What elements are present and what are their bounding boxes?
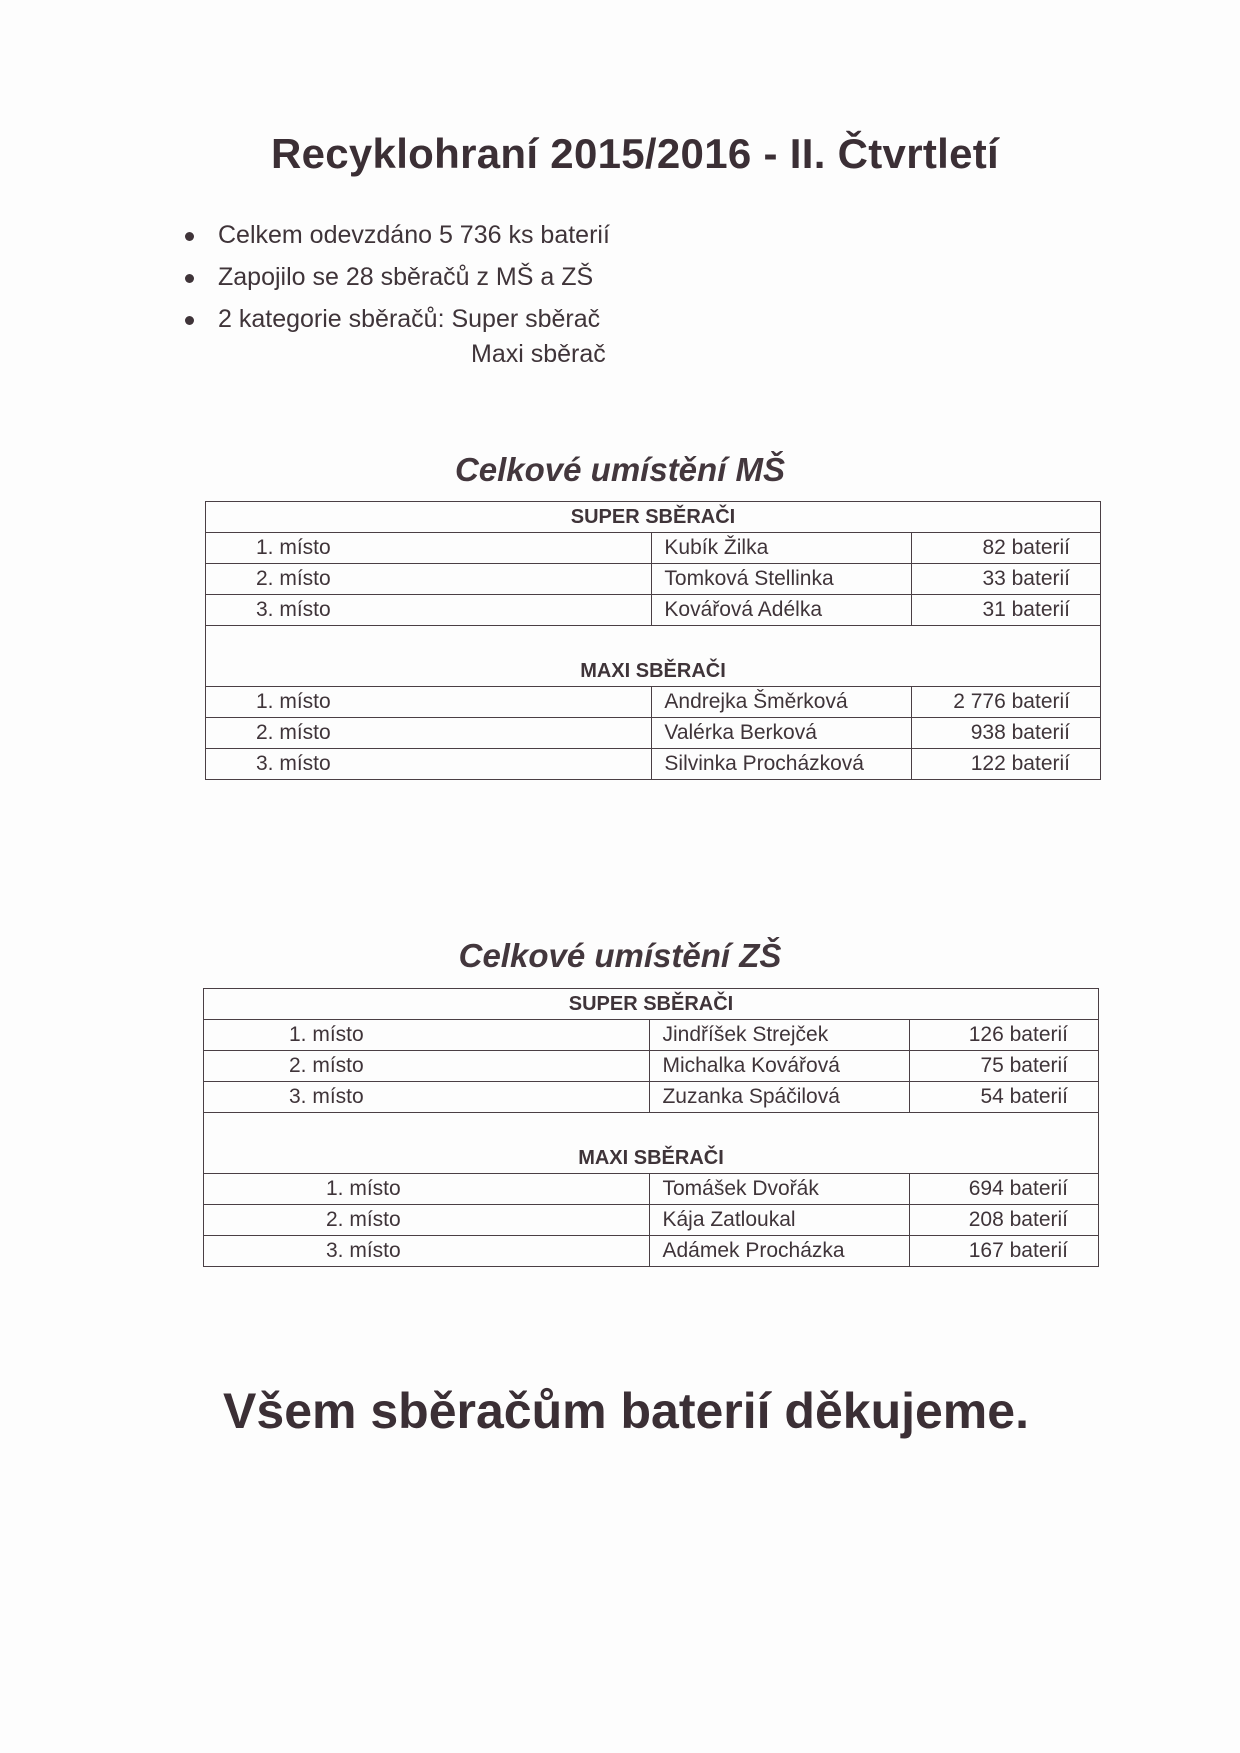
place-cell: 2. místo [206,718,652,749]
name-cell: Tomková Stellinka [652,564,912,595]
place-cell: 2. místo [204,1051,650,1082]
name-cell: Andrejka Šměrková [652,687,912,718]
page-title: Recyklohraní 2015/2016 - II. Čtvrtletí [270,130,1000,177]
count-cell: 75 baterií [910,1051,1099,1082]
table-row [206,718,1101,749]
ms-results-table [205,501,1101,780]
table-row [204,1082,1099,1113]
ms-super-header: SUPER SBĚRAČI [206,502,1101,533]
place-cell: 2. místo [204,1205,650,1236]
table-row [206,749,1101,780]
place-cell: 3. místo [206,595,652,626]
zs-results-table [203,988,1099,1267]
summary-item: Celkem odevzdáno 5 736 ks baterií [180,214,610,256]
zs-super-header: SUPER SBĚRAČI [204,989,1099,1020]
table-row [206,595,1101,626]
name-cell: Zuzanka Spáčilová [650,1082,910,1113]
name-cell: Tomášek Dvořák [650,1174,910,1205]
name-cell: Kubík Žilka [652,533,912,564]
name-cell: Adámek Procházka [650,1236,910,1267]
table-row [204,1205,1099,1236]
name-cell: Kovářová Adélka [652,595,912,626]
place-cell: 3. místo [204,1236,650,1267]
table-row [204,1236,1099,1267]
count-cell: 31 baterií [912,595,1101,626]
table-row [206,533,1101,564]
place-cell: 3. místo [204,1082,650,1113]
count-cell: 694 baterií [910,1174,1099,1205]
table-row [206,687,1101,718]
name-cell: Michalka Kovářová [650,1051,910,1082]
place-cell: 1. místo [206,687,652,718]
count-cell: 167 baterií [910,1236,1099,1267]
place-cell: 2. místo [206,564,652,595]
ms-section-title: Celkové umístění MŠ [454,451,786,488]
count-cell: 938 baterií [912,718,1101,749]
zs-maxi-header: MAXI SBĚRAČI [204,1113,1099,1174]
closing-message: Všem sběračům baterií děkujeme. [223,1383,1029,1439]
count-cell: 208 baterií [910,1205,1099,1236]
name-cell: Kája Zatloukal [650,1205,910,1236]
place-cell: 1. místo [204,1174,650,1205]
table-row [204,1174,1099,1205]
table-row [204,1020,1099,1051]
place-cell: 1. místo [206,533,652,564]
ms-maxi-header: MAXI SBĚRAČI [206,626,1101,687]
name-cell: Silvinka Procházková [652,749,912,780]
table-row [204,1051,1099,1082]
count-cell: 33 baterií [912,564,1101,595]
name-cell: Jindříšek Strejček [650,1020,910,1051]
count-cell: 2 776 baterií [912,687,1101,718]
summary-item: Zapojilo se 28 sběračů z MŠ a ZŠ [180,256,610,298]
count-cell: 122 baterií [912,749,1101,780]
count-cell: 54 baterií [910,1082,1099,1113]
summary-list [180,214,610,340]
place-cell: 3. místo [206,749,652,780]
place-cell: 1. místo [204,1020,650,1051]
summary-item: 2 kategorie sběračů: Super sběrač [180,298,610,340]
count-cell: 82 baterií [912,533,1101,564]
category-second: Maxi sběrač [471,340,606,368]
count-cell: 126 baterií [910,1020,1099,1051]
zs-section-title: Celkové umístění ZŠ [458,937,782,974]
name-cell: Valérka Berková [652,718,912,749]
table-row [206,564,1101,595]
